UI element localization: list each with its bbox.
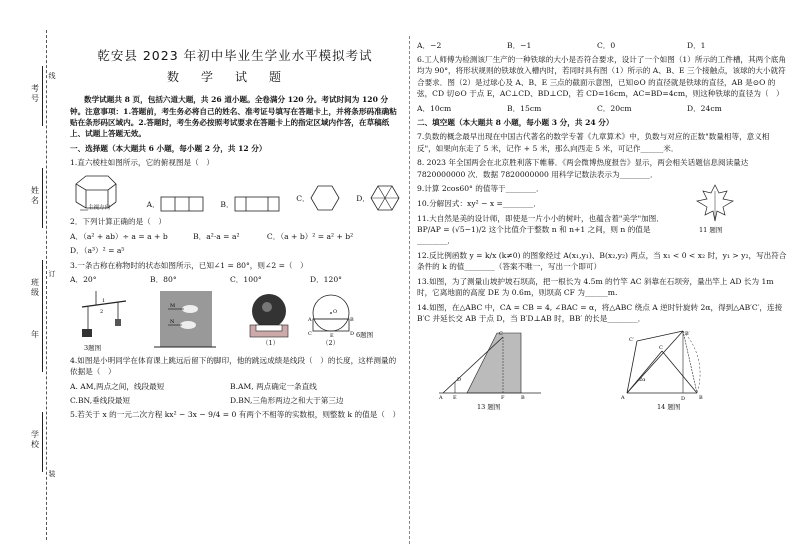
q6-options [417,103,787,114]
point-label: C′ [629,337,634,344]
q11-caption: 11 题图 [699,226,723,235]
point-label: A [621,395,625,402]
slope-dam-figure [437,327,547,399]
svg-text:2: 2 [100,308,104,315]
binding-strip [0,0,60,560]
q6-option-a[interactable]: A．10cm [417,103,452,113]
q6-fig1-caption: （1） [262,338,280,347]
option-a-figure [160,196,204,212]
section1-heading: 一、选择题（本大题共 6 小题，每小题 2 分，共 12 分） [70,143,267,153]
point-label: C [659,345,663,352]
page-title: 乾安县 2023 年初中毕业生学业水平模拟考试 [97,48,373,63]
q4-option-c[interactable]: C.BN,垂线段最短 [70,395,131,405]
option-d-figure [370,184,400,212]
circle-section-figure [306,289,356,345]
option-label: B． [220,199,234,209]
q12-stem: 12.反比例函数 y = k/x (k≠0) 的图象经过 A(x₁,y₁)、B(x₂,y₂) 两点，当 x₁ < 0 < x₂ 时，y₁ > y₂，写出符合条件的 k 的值________（答案不唯一，写出一个即可） [417,250,787,271]
q5-stem: 5.若关于 x 的一元二次方程 kx² − 3x − 9/4 = 0 有两个不相等的实数根，则整数 k 的值是（ ） [70,409,401,419]
q3-option-b[interactable]: B．80° [150,275,177,285]
q7-stem: 7.负数的概念最早出现在中国古代著名的数学专著《九章算术》中，负数与对应的正数"数量相等，意义相反"，如果向东走了 5 米，记作 + 5 米，那么向西走 5 米，可记作______米． [417,132,770,153]
field-grade: 年 [28,330,42,340]
q4-option-b[interactable]: B.AM, 两点确定一条直线 [230,381,317,391]
point-label: F [501,395,505,400]
q2-option-d[interactable]: D．（a³）² = a⁵ [70,246,125,256]
q4-options-row1 [70,381,400,392]
point-label: D [457,377,462,384]
point-label: A [439,395,443,400]
q9-stem: 9.计算 2cos60° 的值等于________． [417,184,544,194]
point-label: D [681,396,686,402]
q1-figures [70,172,400,212]
q1-option-b[interactable] [220,196,279,212]
option-label: A． [146,199,160,209]
q3-option-a[interactable]: A．20° [70,275,97,285]
field-class: 班级 [28,278,42,298]
q5-option-c[interactable]: C．0 [597,41,616,50]
svg-text:N: N [170,318,175,325]
q13-caption: 13 题图 [477,403,501,412]
q5-option-d[interactable]: D．1 [687,41,706,50]
q2-stem: 2．下列计算正确的是（ ） [70,217,166,227]
svg-text:1: 1 [102,297,106,304]
steelyard-figure [74,289,134,341]
q3-option-c[interactable]: C．100° [230,275,262,285]
q1-option-c[interactable] [296,184,339,212]
leaf-figure [695,183,735,223]
q6-option-b[interactable]: B．15cm [507,103,542,113]
q4-option-d[interactable]: D.BN,三角形两边之和大于第三边 [230,395,344,405]
q1-option-a[interactable] [147,196,204,212]
binding-line [46,30,47,540]
q10-stem: 10.分解因式：xy² − x =________． [417,198,541,208]
q6-fig2-caption: （2） [322,338,340,347]
svg-text:A: A [308,316,312,323]
point-label: C [499,331,503,338]
instructions: 数学试题共 8 页，包括六道大题，共 26 道小题。全卷满分 120 分。考试时间为 120 分钟。注意事项：1.答题前，考生务必将自己的姓名、准考证号填写在答题卡上，并将条形码准确粘贴在条形码区域内。2.答题时，考生务必按照考试要求在答题卡上的指定区域内作答，在草稿纸上、试题上答题无效。 [70,95,397,139]
q14-caption: 14 题图 [657,403,681,412]
cut-mark-seal: 装 [48,470,56,478]
q2-option-b[interactable]: B．a²·a = a² [193,231,240,241]
point-label: E [453,395,457,400]
rotation-triangle-figure [617,327,717,401]
prism-figure [70,172,130,212]
q11-stem: 11.大自然是美的设计师，即使是一片小小的树叶，也蕴含着"美学"加图．BP/AP = (√5−1)/2 这个比值介于整数 n 和 n+1 之间，则 n 的值是________． [417,213,664,246]
angle-label: 2α [639,377,646,384]
left-column [70,34,400,424]
q13-stem: 13.如图，为了测量山坡护坡石坝高，把一根长为 4.5m 的竹竿 AC 斜靠在石坝旁，量出竿上 AD 长为 1m 时，它离地面的高度 DE 为 0.6m，则坝高 CF 为______m. [417,276,774,297]
svg-text:E: E [330,332,334,339]
q1-stem: 1.直六棱柱如图所示，它的俯视图是（ ） [70,158,214,168]
q13-q14-figures [417,327,787,411]
q4-stem: 4.如图是小明同学在体育课上跳远后留下的脚印，他的跳远成绩是线段（ ）的长度，这样测量的依据是（ ） [70,355,397,376]
option-label: D． [356,193,370,203]
right-column [417,40,787,411]
q14-stem: 14.如图，在△ABC 中，CA = CB = 4, ∠BAC = α，将△ABC 绕点 A 逆时针旋转 2α，得到△AB′C′，连接 B′C 并延长交 AB 于点 D，当 B′D⊥AB 时，BB′ 的长是________． [417,302,783,323]
cut-mark-line: 线 [48,72,56,80]
point-label: B [521,395,525,400]
q3-q6-figures [70,289,400,355]
q5-option-a[interactable]: A．−2 [417,41,442,50]
q3-option-d[interactable]: D．120° [310,275,342,285]
q2-option-c[interactable]: C．（a + b）² = a² + b² [266,231,354,241]
section2-heading: 二、填空题（本大题共 8 小题，每小题 3 分，共 24 分） [417,117,614,127]
q1-option-d[interactable] [356,184,400,212]
ball-in-groove-figure [246,289,292,345]
svg-text:D: D [350,330,355,337]
column-separator [409,36,410,544]
q3-stem: 3.一条古称在称物时的状态如图所示，已知∠1 = 80°，则∠2 =（ ） [70,260,308,270]
field-name: 姓名 [28,186,42,206]
field-exam-number: 考号 [28,84,42,104]
svg-text:B: B [350,316,354,323]
option-label: C． [296,193,310,203]
svg-text:M: M [170,302,176,309]
point-label: B′ [685,331,690,338]
footprint-figure [154,289,216,349]
q6-option-d[interactable]: D．24cm [687,103,722,113]
q5-option-b[interactable]: B．−1 [507,41,532,50]
svg-text:O: O [333,308,338,315]
q3-caption: 3题图 [84,343,102,352]
q2-options [70,231,400,242]
q4-option-a[interactable]: A. AM,两点之间，线段最短 [70,381,165,391]
q2-option-a[interactable]: A．（a² + ab）÷ a = a + b [70,231,168,241]
q4-options-row2 [70,395,400,406]
q8-stem: 8. 2023 年全国两会在北京胜利落下帷幕．《两会微博热度报告》显示，两会相关话题信息阅读量达 7820000000 次．数据 7820000000 用科学记数法表示为________． [417,158,749,179]
q3-options [70,274,400,285]
q6-stem: 6.工人师傅为检测该厂生产的一种铁球的大小是否符合要求，设计了一个如图（1）所示的工件槽，其两个底角均为 90°，将形状规则的铁球放入槽内时，若同时具有图（1）所示的 A、B、E 三个接触点，该球的大小就符合要求．图（2）是过球心及 A、B、E 三点的截面示意图，已知⊙O 的直径就是铁球的直径，AB 是⊙O 的弦，CD 切⊙O 于点 E，AC⊥CD、BD⊥CD，若 CD=16cm，AC=BD=4cm，则这种铁球的直径为（ ） [417,55,786,98]
q5-options [417,40,787,51]
svg-text:C: C [308,330,312,337]
view-direction-label: 主视方向 [88,205,111,212]
page-subtitle: 数学试题 [166,70,303,85]
cut-mark-bind: 订 [48,270,56,278]
field-school: 学校 [28,430,42,450]
q9-q11-block [417,183,787,246]
q6-caption: 6题图 [356,330,374,339]
q6-option-c[interactable]: C．20cm [597,103,632,113]
point-label: B [699,395,703,402]
option-c-figure [310,184,340,212]
option-b-figure [234,196,280,212]
